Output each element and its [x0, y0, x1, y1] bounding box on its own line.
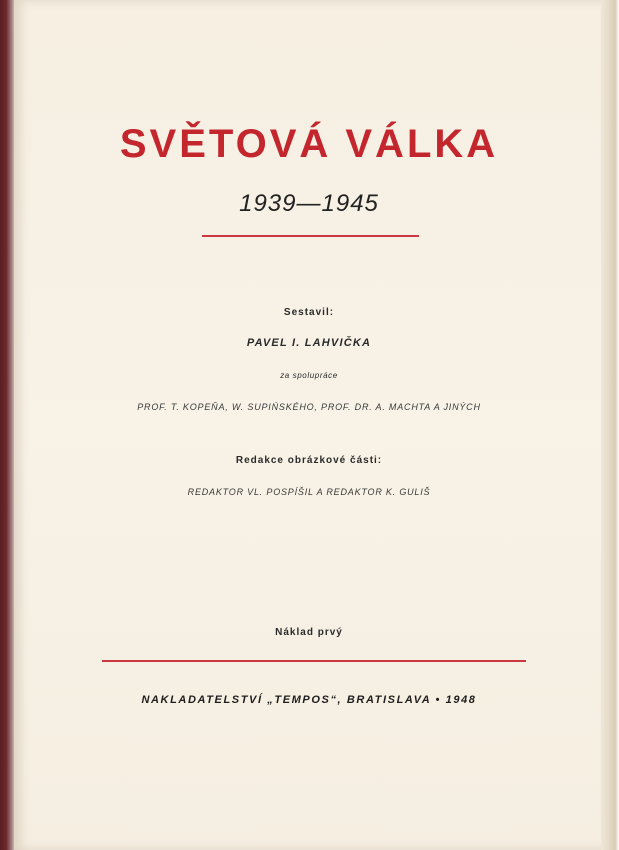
author-name: PAVEL I. LAHVIČKA [246, 337, 372, 349]
title-divider [202, 235, 419, 237]
picture-editors: REDAKTOR VL. POSPÍŠIL A REDAKTOR K. GULIŠ [187, 487, 431, 497]
title-page [14, 0, 604, 850]
book-years: 1939—1945 [239, 190, 379, 217]
edition-label: Náklad prvý [275, 627, 343, 638]
collaboration-label: za spolupráce [280, 371, 338, 380]
page-edges [601, 0, 619, 850]
publisher-line: NAKLADATELSTVÍ „TEMPOS“, BRATISLAVA • 1948 [141, 694, 477, 706]
picture-editors-label: Redakce obrázkové části: [235, 455, 383, 466]
publisher-divider [102, 660, 526, 662]
collaborators: PROF. T. KOPEŇA, W. SUPIŃSKÉHO, PROF. DR. A. MACHTA A JINÝCH [137, 402, 481, 412]
compiled-by-label: Sestavil: [283, 307, 335, 318]
book-title: SVĚTOVÁ VÁLKA [119, 122, 499, 166]
